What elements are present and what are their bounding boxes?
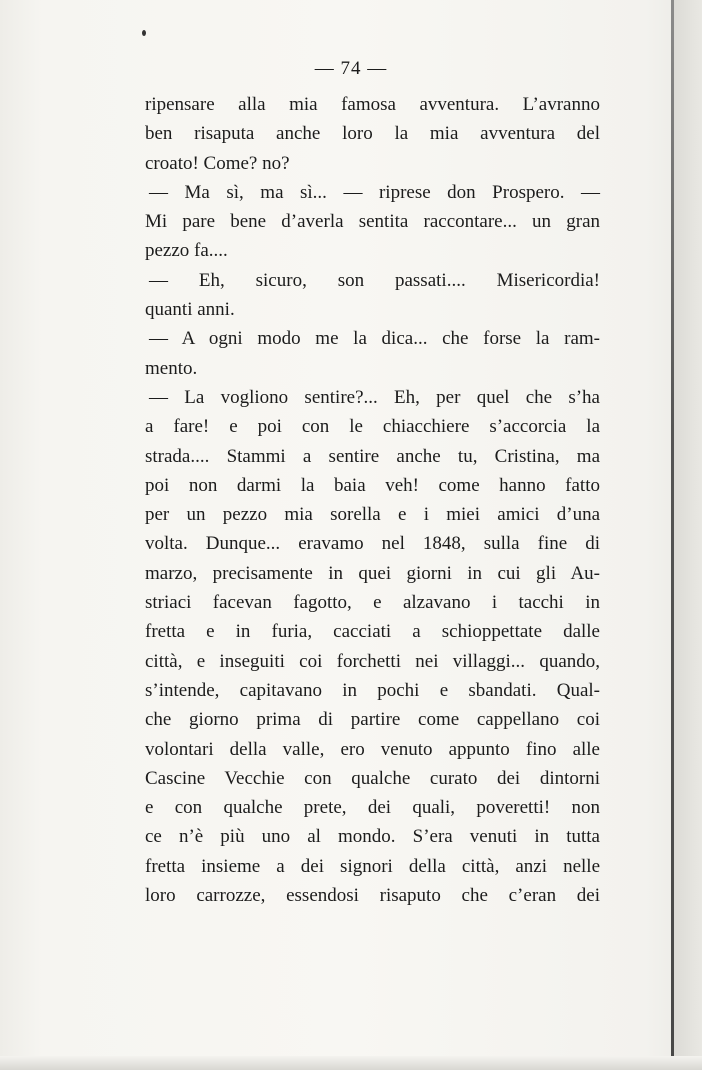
page-binding-edge: [671, 0, 674, 1070]
text-line: — Ma sì, ma sì... — riprese don Prospero. —: [149, 181, 600, 203]
text-line: marzo, precisamente in quei giorni in cui gli Au-: [145, 562, 600, 584]
text-line: e con qualche prete, dei quali, poveretti! non: [145, 797, 600, 819]
text-line: volta. Dunque... eravamo nel 1848, sulla fine di: [145, 533, 600, 555]
page-bottom-edge: [0, 1056, 702, 1070]
text-line: strada.... Stammi a sentire anche tu, Cristina, ma: [145, 445, 600, 467]
text-line: ce n’è più uno al mondo. S’era venuti in tutta: [145, 826, 600, 848]
text-line: mento.: [145, 357, 198, 379]
page-number: — 74 —: [314, 58, 388, 79]
text-line: che giorno prima di partire come cappellano coi: [145, 709, 600, 731]
page-edge-shadow: [674, 0, 702, 1070]
text-line: a fare! e poi con le chiacchiere s’accorcia la: [145, 416, 600, 438]
text-line: fretta insieme a dei signori della città, anzi nelle: [145, 855, 600, 877]
text-line: Mi pare bene d’averla sentita raccontare... un gran: [145, 211, 600, 233]
text-line: — Eh, sicuro, son passati.... Misericordia!: [149, 269, 600, 291]
text-line: ben risaputa anche loro la mia avventura del: [145, 123, 600, 145]
text-line: ripensare alla mia famosa avventura. L’avranno: [145, 94, 600, 115]
ink-speck: [142, 30, 146, 36]
text-line: poi non darmi la baia veh! come hanno fatto: [145, 474, 600, 496]
text-line: loro carrozze, essendosi risaputo che c’eran dei: [145, 885, 600, 907]
text-line: per un pezzo mia sorella e i miei amici d’una: [145, 504, 600, 526]
text-line: Cascine Vecchie con qualche curato dei dintorni: [145, 767, 600, 789]
text-line: s’intende, capitavano in pochi e sbandati. Qual-: [145, 679, 600, 701]
text-line: croato! Come? no?: [145, 152, 290, 174]
text-line: quanti anni.: [145, 299, 235, 321]
text-line: — La vogliono sentire?... Eh, per quel che s’ha: [149, 386, 600, 408]
text-line: volontari della valle, ero venuto appunto fino alle: [145, 738, 600, 760]
text-line: — A ogni modo me la dica... che forse la ram-: [149, 328, 600, 350]
text-line: fretta e in furia, cacciati a schioppettate dalle: [145, 621, 600, 643]
text-line: città, e inseguiti coi forchetti nei villaggi... quando,: [145, 650, 600, 672]
text-line: striaci facevan fagotto, e alzavano i tacchi in: [145, 592, 600, 614]
body-text: [145, 90, 600, 910]
text-line: pezzo fa....: [145, 240, 228, 262]
